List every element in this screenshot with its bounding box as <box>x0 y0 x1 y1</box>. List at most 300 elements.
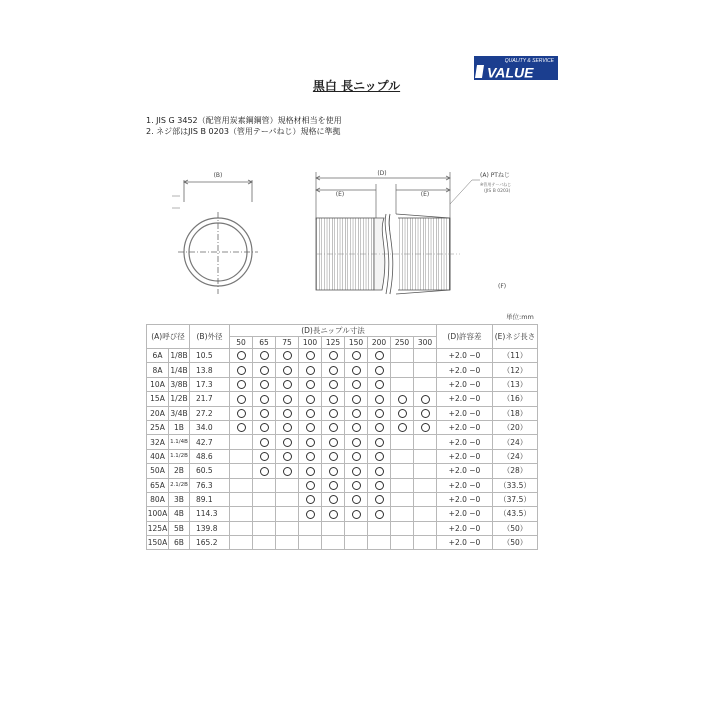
length-header: 65 <box>253 337 276 349</box>
header-tol: (D)許容差 <box>437 325 493 349</box>
label-e-right: (E) <box>420 191 430 198</box>
outer-diameter: 165.2 <box>190 536 230 550</box>
outer-diameter: 48.6 <box>190 449 230 463</box>
length-header: 100 <box>299 337 322 349</box>
outer-diameter: 89.1 <box>190 492 230 506</box>
header-e: (E)ネジ長さ <box>493 325 538 349</box>
availability-cell <box>276 377 299 391</box>
available-mark-icon <box>398 395 407 404</box>
availability-cell <box>345 406 368 420</box>
available-mark-icon <box>306 467 315 476</box>
available-mark-icon <box>237 395 246 404</box>
available-mark-icon <box>306 423 315 432</box>
availability-cell <box>345 521 368 535</box>
size-b: 1.1/4B <box>169 435 190 449</box>
table-row <box>147 363 538 377</box>
available-mark-icon <box>283 395 292 404</box>
availability-cell <box>253 507 276 521</box>
availability-cell <box>253 492 276 506</box>
availability-cell <box>299 349 322 363</box>
note-item: 2. ネジ部はJIS B 0203（管用テーパねじ）規格に準拠 <box>146 127 341 136</box>
tolerance: +2.0 −0 <box>437 492 493 506</box>
availability-cell <box>299 406 322 420</box>
available-mark-icon <box>329 510 338 519</box>
availability-cell <box>276 478 299 492</box>
availability-cell <box>253 363 276 377</box>
availability-cell <box>230 536 253 550</box>
size-b: 4B <box>169 507 190 521</box>
availability-cell <box>368 492 391 506</box>
size-a: 15A <box>147 392 169 406</box>
available-mark-icon <box>260 366 269 375</box>
size-b: 1/4B <box>169 363 190 377</box>
table-row <box>147 478 538 492</box>
label-f: (F) <box>498 283 507 290</box>
availability-cell <box>345 349 368 363</box>
availability-cell <box>276 406 299 420</box>
availability-cell <box>276 521 299 535</box>
outer-diameter: 42.7 <box>190 435 230 449</box>
availability-cell <box>345 420 368 434</box>
availability-cell <box>230 521 253 535</box>
label-e-left: (E) <box>335 191 345 198</box>
availability-cell <box>414 420 437 434</box>
availability-cell <box>391 521 414 535</box>
available-mark-icon <box>260 351 269 360</box>
available-mark-icon <box>260 380 269 389</box>
unit-label: 単位:mm <box>506 313 534 321</box>
availability-cell <box>322 420 345 434</box>
availability-cell <box>230 377 253 391</box>
size-b: 1.1/2B <box>169 449 190 463</box>
availability-cell <box>345 492 368 506</box>
availability-cell <box>299 449 322 463</box>
availability-cell <box>276 492 299 506</box>
availability-cell <box>253 464 276 478</box>
availability-cell <box>391 406 414 420</box>
available-mark-icon <box>306 395 315 404</box>
table-row <box>147 377 538 391</box>
size-a: 150A <box>147 536 169 550</box>
availability-cell <box>230 449 253 463</box>
thread-length: （28） <box>493 464 538 478</box>
available-mark-icon <box>329 380 338 389</box>
availability-cell <box>230 363 253 377</box>
length-header: 125 <box>322 337 345 349</box>
available-mark-icon <box>352 467 361 476</box>
size-b: 1/8B <box>169 349 190 363</box>
availability-cell <box>276 435 299 449</box>
available-mark-icon <box>375 366 384 375</box>
available-mark-icon <box>283 467 292 476</box>
thread-length: （50） <box>493 536 538 550</box>
availability-cell <box>414 349 437 363</box>
outer-diameter: 76.3 <box>190 478 230 492</box>
availability-cell <box>322 377 345 391</box>
availability-cell <box>391 435 414 449</box>
available-mark-icon <box>329 409 338 418</box>
availability-cell <box>345 449 368 463</box>
availability-cell <box>253 349 276 363</box>
size-a: 125A <box>147 521 169 535</box>
availability-cell <box>276 536 299 550</box>
availability-cell <box>414 435 437 449</box>
tolerance: +2.0 −0 <box>437 349 493 363</box>
availability-cell <box>368 521 391 535</box>
availability-cell <box>276 449 299 463</box>
thread-length: （33.5） <box>493 478 538 492</box>
size-b: 3/4B <box>169 406 190 420</box>
length-header: 150 <box>345 337 368 349</box>
availability-cell <box>253 521 276 535</box>
availability-cell <box>299 464 322 478</box>
availability-cell <box>368 406 391 420</box>
size-a: 100A <box>147 507 169 521</box>
availability-cell <box>230 507 253 521</box>
availability-cell <box>368 536 391 550</box>
tolerance: +2.0 −0 <box>437 521 493 535</box>
available-mark-icon <box>283 452 292 461</box>
availability-cell <box>414 406 437 420</box>
availability-cell <box>391 492 414 506</box>
thread-length: （20） <box>493 420 538 434</box>
availability-cell <box>345 392 368 406</box>
tolerance: +2.0 −0 <box>437 406 493 420</box>
availability-cell <box>299 507 322 521</box>
spec-table <box>146 324 538 550</box>
available-mark-icon <box>352 366 361 375</box>
available-mark-icon <box>352 481 361 490</box>
available-mark-icon <box>306 495 315 504</box>
table-row <box>147 449 538 463</box>
size-a: 6A <box>147 349 169 363</box>
availability-cell <box>253 392 276 406</box>
tolerance: +2.0 −0 <box>437 377 493 391</box>
availability-cell <box>299 536 322 550</box>
available-mark-icon <box>352 409 361 418</box>
availability-cell <box>391 449 414 463</box>
available-mark-icon <box>329 351 338 360</box>
availability-cell <box>230 392 253 406</box>
availability-cell <box>322 363 345 377</box>
available-mark-icon <box>237 380 246 389</box>
availability-cell <box>345 536 368 550</box>
table-row <box>147 464 538 478</box>
availability-cell <box>414 449 437 463</box>
available-mark-icon <box>329 495 338 504</box>
available-mark-icon <box>398 409 407 418</box>
available-mark-icon <box>352 351 361 360</box>
tolerance: +2.0 −0 <box>437 420 493 434</box>
availability-cell <box>253 449 276 463</box>
thread-length: （11） <box>493 349 538 363</box>
available-mark-icon <box>237 409 246 418</box>
outer-diameter: 139.8 <box>190 521 230 535</box>
available-mark-icon <box>421 409 430 418</box>
tolerance: +2.0 −0 <box>437 536 493 550</box>
availability-cell <box>368 507 391 521</box>
table-row <box>147 349 538 363</box>
availability-cell <box>299 363 322 377</box>
available-mark-icon <box>306 481 315 490</box>
available-mark-icon <box>237 366 246 375</box>
available-mark-icon <box>306 366 315 375</box>
availability-cell <box>368 464 391 478</box>
outer-diameter: 114.3 <box>190 507 230 521</box>
available-mark-icon <box>375 481 384 490</box>
label-d: (D) <box>377 170 387 177</box>
size-a: 80A <box>147 492 169 506</box>
available-mark-icon <box>375 452 384 461</box>
thread-length: （12） <box>493 363 538 377</box>
size-b: 2.1/2B <box>169 478 190 492</box>
available-mark-icon <box>375 351 384 360</box>
availability-cell <box>322 349 345 363</box>
size-a: 8A <box>147 363 169 377</box>
availability-cell <box>253 536 276 550</box>
outer-diameter: 17.3 <box>190 377 230 391</box>
availability-cell <box>322 478 345 492</box>
outer-diameter: 21.7 <box>190 392 230 406</box>
end-view <box>172 180 258 294</box>
available-mark-icon <box>375 409 384 418</box>
availability-cell <box>322 492 345 506</box>
availability-cell <box>253 435 276 449</box>
available-mark-icon <box>421 395 430 404</box>
available-mark-icon <box>260 423 269 432</box>
available-mark-icon <box>329 423 338 432</box>
table-row <box>147 536 538 550</box>
availability-cell <box>322 435 345 449</box>
available-mark-icon <box>306 510 315 519</box>
availability-cell <box>391 420 414 434</box>
size-b: 3B <box>169 492 190 506</box>
tolerance: +2.0 −0 <box>437 507 493 521</box>
available-mark-icon <box>352 423 361 432</box>
label-b: (B) <box>213 172 223 179</box>
size-b: 5B <box>169 521 190 535</box>
availability-cell <box>276 363 299 377</box>
availability-cell <box>322 507 345 521</box>
size-a: 40A <box>147 449 169 463</box>
available-mark-icon <box>352 380 361 389</box>
available-mark-icon <box>375 467 384 476</box>
availability-cell <box>276 392 299 406</box>
availability-cell <box>322 536 345 550</box>
availability-cell <box>230 349 253 363</box>
availability-cell <box>230 406 253 420</box>
thread-length: （43.5） <box>493 507 538 521</box>
size-a: 50A <box>147 464 169 478</box>
availability-cell <box>230 492 253 506</box>
note-a: ※管用テーパねじ <box>480 182 512 187</box>
availability-cell <box>345 377 368 391</box>
available-mark-icon <box>306 452 315 461</box>
size-a: 10A <box>147 377 169 391</box>
length-header: 50 <box>230 337 253 349</box>
availability-cell <box>299 492 322 506</box>
size-a: 65A <box>147 478 169 492</box>
available-mark-icon <box>375 510 384 519</box>
size-a: 20A <box>147 406 169 420</box>
size-a: 32A <box>147 435 169 449</box>
note-item: 1. JIS G 3452（配管用炭素鋼鋼管）規格材相当を使用 <box>146 116 342 125</box>
availability-cell <box>391 363 414 377</box>
availability-cell <box>414 536 437 550</box>
size-b: 3/8B <box>169 377 190 391</box>
logo-tagline: QUALITY & SERVICE <box>504 58 554 64</box>
length-header: 75 <box>276 337 299 349</box>
available-mark-icon <box>352 495 361 504</box>
available-mark-icon <box>375 380 384 389</box>
length-header: 300 <box>414 337 437 349</box>
availability-cell <box>414 492 437 506</box>
table-row <box>147 435 538 449</box>
available-mark-icon <box>352 438 361 447</box>
label-a: (A) PTねじ <box>480 172 510 179</box>
available-mark-icon <box>306 380 315 389</box>
availability-cell <box>299 377 322 391</box>
size-a: 25A <box>147 420 169 434</box>
availability-cell <box>391 536 414 550</box>
availability-cell <box>391 349 414 363</box>
header-d: (D)長ニップル寸法 <box>230 325 437 337</box>
available-mark-icon <box>237 423 246 432</box>
availability-cell <box>253 406 276 420</box>
availability-cell <box>322 449 345 463</box>
availability-cell <box>345 507 368 521</box>
available-mark-icon <box>352 510 361 519</box>
thread-length: （50） <box>493 521 538 535</box>
available-mark-icon <box>260 409 269 418</box>
table-row <box>147 392 538 406</box>
outer-diameter: 10.5 <box>190 349 230 363</box>
size-b: 6B <box>169 536 190 550</box>
thread-length: （24） <box>493 449 538 463</box>
available-mark-icon <box>260 452 269 461</box>
availability-cell <box>368 377 391 391</box>
available-mark-icon <box>260 467 269 476</box>
availability-cell <box>299 521 322 535</box>
table-row <box>147 521 538 535</box>
note-a2: (JIS B 0203) <box>484 189 511 194</box>
table-row <box>147 507 538 521</box>
available-mark-icon <box>283 366 292 375</box>
availability-cell <box>414 507 437 521</box>
availability-cell <box>322 464 345 478</box>
available-mark-icon <box>237 351 246 360</box>
availability-cell <box>276 507 299 521</box>
availability-cell <box>368 449 391 463</box>
available-mark-icon <box>329 395 338 404</box>
availability-cell <box>391 464 414 478</box>
tolerance: +2.0 −0 <box>437 464 493 478</box>
availability-cell <box>253 420 276 434</box>
tolerance: +2.0 −0 <box>437 363 493 377</box>
availability-cell <box>391 377 414 391</box>
availability-cell <box>253 377 276 391</box>
availability-cell <box>230 420 253 434</box>
size-b: 1/2B <box>169 392 190 406</box>
available-mark-icon <box>283 438 292 447</box>
availability-cell <box>368 392 391 406</box>
available-mark-icon <box>306 351 315 360</box>
length-header: 250 <box>391 337 414 349</box>
tolerance: +2.0 −0 <box>437 478 493 492</box>
available-mark-icon <box>398 423 407 432</box>
availability-cell <box>322 521 345 535</box>
available-mark-icon <box>283 351 292 360</box>
availability-cell <box>299 435 322 449</box>
spec-notes <box>146 115 342 137</box>
available-mark-icon <box>375 495 384 504</box>
availability-cell <box>299 420 322 434</box>
availability-cell <box>345 363 368 377</box>
logo-brand: VALUE <box>487 64 534 80</box>
table-row <box>147 406 538 420</box>
available-mark-icon <box>329 467 338 476</box>
available-mark-icon <box>421 423 430 432</box>
available-mark-icon <box>329 481 338 490</box>
availability-cell <box>230 478 253 492</box>
availability-cell <box>414 392 437 406</box>
nipple-drawing <box>150 160 570 300</box>
tolerance: +2.0 −0 <box>437 435 493 449</box>
available-mark-icon <box>283 380 292 389</box>
availability-cell <box>414 464 437 478</box>
available-mark-icon <box>283 423 292 432</box>
available-mark-icon <box>306 438 315 447</box>
outer-diameter: 13.8 <box>190 363 230 377</box>
outer-diameter: 27.2 <box>190 406 230 420</box>
availability-cell <box>368 435 391 449</box>
available-mark-icon <box>329 366 338 375</box>
availability-cell <box>276 464 299 478</box>
availability-cell <box>253 478 276 492</box>
availability-cell <box>414 478 437 492</box>
outer-diameter: 34.0 <box>190 420 230 434</box>
availability-cell <box>414 363 437 377</box>
available-mark-icon <box>352 395 361 404</box>
table-row <box>147 492 538 506</box>
availability-cell <box>345 435 368 449</box>
availability-cell <box>414 377 437 391</box>
table-row <box>147 420 538 434</box>
availability-cell <box>230 464 253 478</box>
thread-length: （24） <box>493 435 538 449</box>
thread-length: （16） <box>493 392 538 406</box>
availability-cell <box>322 392 345 406</box>
available-mark-icon <box>283 409 292 418</box>
size-b: 1B <box>169 420 190 434</box>
availability-cell <box>414 521 437 535</box>
available-mark-icon <box>260 438 269 447</box>
availability-cell <box>322 406 345 420</box>
available-mark-icon <box>329 438 338 447</box>
thread-length: （37.5） <box>493 492 538 506</box>
size-b: 2B <box>169 464 190 478</box>
available-mark-icon <box>375 395 384 404</box>
header-a: (A)呼び径 <box>147 325 190 349</box>
availability-cell <box>368 363 391 377</box>
availability-cell <box>391 392 414 406</box>
available-mark-icon <box>260 395 269 404</box>
availability-cell <box>345 478 368 492</box>
thread-length: （18） <box>493 406 538 420</box>
availability-cell <box>368 420 391 434</box>
thread-length: （13） <box>493 377 538 391</box>
availability-cell <box>368 349 391 363</box>
